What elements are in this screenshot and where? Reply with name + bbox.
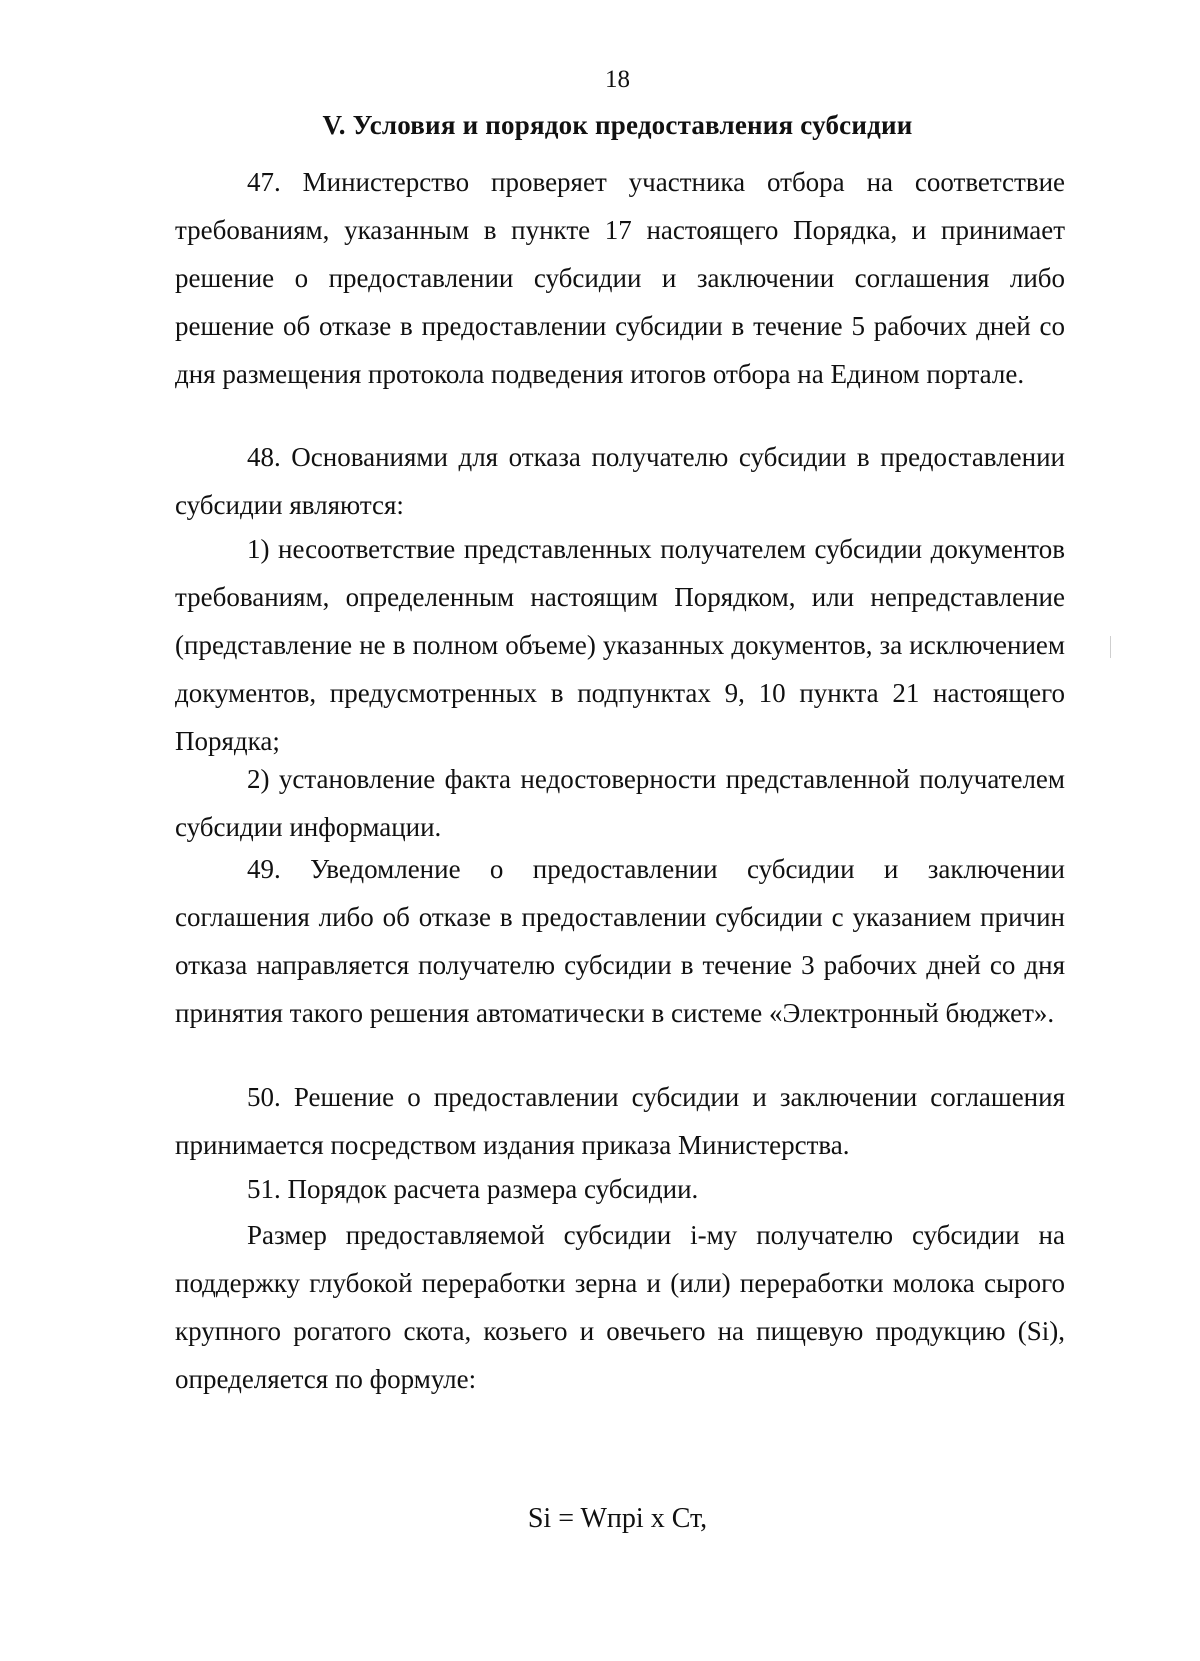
- paragraph-48-item-2: 2) установление факта недостоверности представленной получателем субсидии информации.: [175, 764, 1065, 842]
- formula: Si = Wпрi x Ст,: [527, 1503, 708, 1534]
- paragraph-50: 50. Решение о предоставлении субсидии и заключении соглашения принимается посредством издания приказа Министерства.: [175, 1082, 1065, 1160]
- paragraph-49: 49. Уведомление о предоставлении субсидии и заключении соглашения либо об отказе в предоставлении субсидии с указанием причин отказа направляется получателю субсидии в течение 3 рабочих дней со дня принятия такого решения автоматически в системе «Электронный бюджет».: [175, 854, 1065, 1028]
- paragraph-51: 51. Порядок расчета размера субсидии.: [247, 1174, 699, 1204]
- section-heading: V. Условия и порядок предоставления субсидии: [322, 110, 913, 140]
- paragraph-51-text: Размер предоставляемой субсидии i-му получателю субсидии на поддержку глубокой переработки зерна и (или) переработки молока сырого крупного рогатого скота, козьего и овечьего на пищевую продукцию (Si), определяется по формуле:: [175, 1220, 1065, 1394]
- paragraph-48-item-1: 1) несоответствие представленных получателем субсидии документов требованиям, определенным настоящим Порядком, или непредставление (представление не в полном объеме) указанных документов, за исключением документов, предусмотренных в подпунктах 9, 10 пункта 21 настоящего Порядка;: [175, 534, 1065, 756]
- paragraph-47: 47. Министерство проверяет участника отбора на соответствие требованиям, указанным в пункте 17 настоящего Порядка, и принимает решение о предоставлении субсидии и заключении соглашения либо решение об отказе в предоставлении субсидии в течение 5 рабочих дней со дня размещения протокола подведения итогов отбора на Едином портале.: [175, 167, 1065, 389]
- page-number: 18: [605, 66, 630, 93]
- scan-artifact: [1110, 636, 1111, 658]
- paragraph-48: 48. Основаниями для отказа получателю субсидии в предоставлении субсидии являются:: [175, 442, 1065, 520]
